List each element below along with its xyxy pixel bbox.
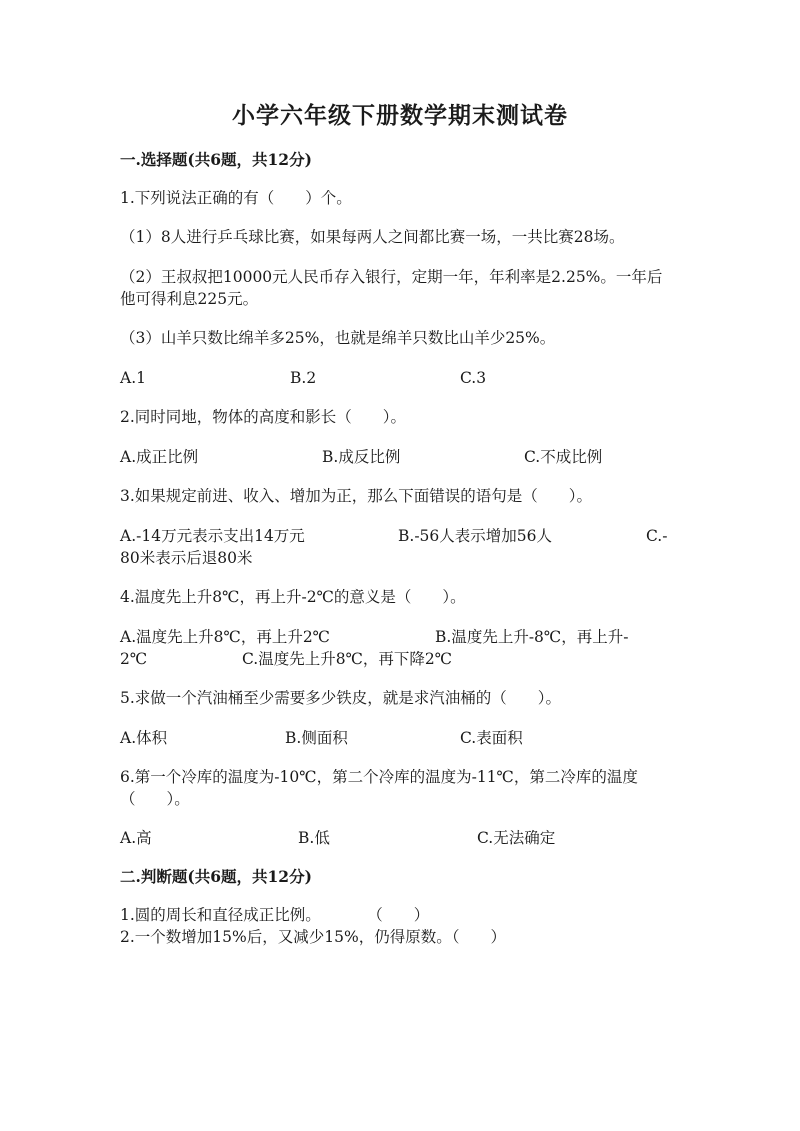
question-4-stem: 4.温度先上升8℃，再上升-2℃的意义是（ ）。 bbox=[120, 588, 466, 606]
question-3-option-b: B.-56人表示增加56人 bbox=[398, 527, 553, 545]
question-6-stem: 6.第一个冷库的温度为-10℃，第二个冷库的温度为-11℃，第二冷库的温度 bbox=[120, 768, 638, 786]
question-6-option-a: A.高 bbox=[120, 829, 152, 847]
question-4-option-b-cont: 2℃ bbox=[120, 650, 148, 668]
question-3-option-c-cont: 80米表示后退80米 bbox=[120, 549, 253, 567]
question-5-stem: 5.求做一个汽油桶至少需要多少铁皮，就是求汽油桶的（ ）。 bbox=[120, 689, 562, 707]
question-5-option-c: C.表面积 bbox=[460, 729, 523, 747]
question-5-option-a: A.体积 bbox=[120, 729, 168, 747]
question-1-option-c: C.3 bbox=[460, 369, 487, 387]
page-title: 小学六年级下册数学期末测试卷 bbox=[232, 102, 568, 129]
question-5-option-b: B.侧面积 bbox=[285, 729, 348, 747]
question-2-option-a: A.成正比例 bbox=[120, 448, 199, 466]
question-2-stem: 2.同时同地，物体的高度和影长（ ）。 bbox=[120, 408, 407, 426]
judgement-2: 2.一个数增加15%后，又减少15%，仍得原数。（ ） bbox=[120, 928, 506, 946]
question-4-option-c: C.温度先上升8℃，再下降2℃ bbox=[242, 650, 453, 668]
question-4-option-a: A.温度先上升8℃，再上升2℃ bbox=[120, 628, 331, 646]
question-1-statement-3: （3）山羊只数比绵羊多25%，也就是绵羊只数比山羊少25%。 bbox=[120, 329, 556, 347]
question-4-option-b: B.温度先上升-8℃，再上升- bbox=[435, 628, 629, 646]
question-3-option-a: A.-14万元表示支出14万元 bbox=[120, 527, 305, 545]
question-1-statement-2-cont: 他可得利息225元。 bbox=[120, 290, 259, 308]
question-2-option-c: C.不成比例 bbox=[524, 448, 603, 466]
question-1-statement-1: （1）8人进行乒乓球比赛，如果每两人之间都比赛一场，一共比赛28场。 bbox=[120, 228, 625, 246]
question-3-stem: 3.如果规定前进、收入、增加为正，那么下面错误的语句是（ ）。 bbox=[120, 487, 593, 505]
question-2-option-b: B.成反比例 bbox=[322, 448, 401, 466]
section-heading-judgement: 二.判断题(共6题，共12分) bbox=[120, 867, 312, 886]
question-1-option-a: A.1 bbox=[120, 369, 146, 387]
question-1-option-b: B.2 bbox=[290, 369, 317, 387]
section-heading-choice: 一.选择题(共6题，共12分) bbox=[120, 150, 312, 169]
judgement-1: 1.圆的周长和直径成正比例。 （ ） bbox=[120, 906, 430, 924]
question-3-option-c: C.- bbox=[646, 527, 668, 545]
question-6-stem-cont: （ ）。 bbox=[120, 790, 190, 808]
question-6-option-c: C.无法确定 bbox=[477, 829, 556, 847]
question-1-statement-2: （2）王叔叔把10000元人民币存入银行，定期一年，年利率是2.25%。一年后 bbox=[120, 268, 663, 286]
question-6-option-b: B.低 bbox=[298, 829, 330, 847]
question-1-stem: 1.下列说法正确的有（ ）个。 bbox=[120, 189, 352, 207]
